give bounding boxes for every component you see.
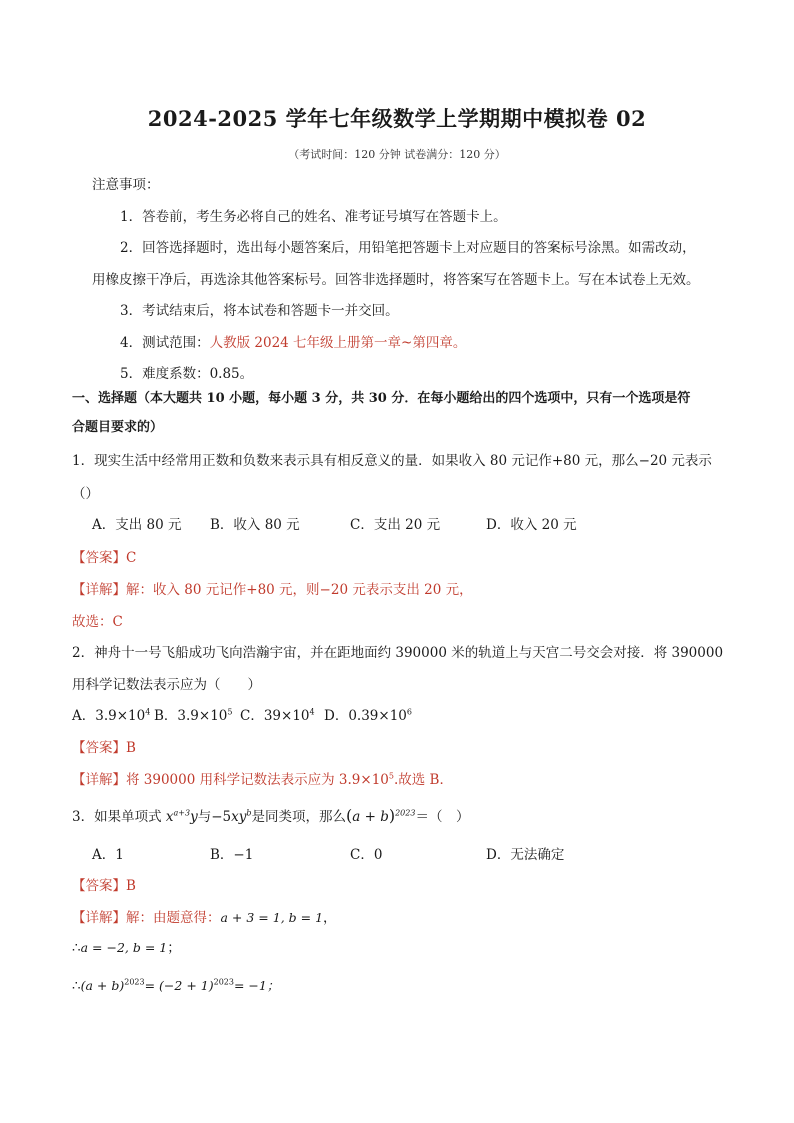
answer-label: 【答案】 <box>72 740 126 756</box>
q2-option-b-text: B．3.9×10 <box>154 708 228 724</box>
q3-option-b: B．−1 <box>210 847 254 863</box>
page-subtitle: （考试时间：120 分钟 试卷满分：120 分） <box>288 148 506 161</box>
note-4 <box>120 333 466 353</box>
therefore-symbol: ∴ <box>72 978 81 994</box>
note-2-line-2: 用橡皮擦干净后，再选涂其他答案标号。回答非选择题时，将答案写在答题卡上。写在本试卷上无效。 <box>92 272 700 288</box>
q3-stem-mid: 与 <box>197 809 212 825</box>
q3-answer <box>72 876 136 896</box>
q1-answer <box>72 548 136 568</box>
q3-step-2 <box>72 938 181 958</box>
q3-expression: $(a + b)^{2023}$ <box>346 806 416 825</box>
therefore-symbol: ∴ <box>72 940 81 956</box>
q3-detail-intro: 解：由题意得： <box>126 910 221 926</box>
q3-answer-value: B <box>126 878 136 894</box>
q1-answer-value: C <box>126 550 137 566</box>
q2-option-a-exp: 4 <box>145 707 151 717</box>
q2-option-c-text: C．39×10 <box>240 708 310 724</box>
note-2-line-1: 2．回答选择题时，选出每小题答案后，用铅笔把答题卡上对应题目的答案标号涂黑。如需改动， <box>120 240 696 256</box>
q2-answer-value: B <box>126 740 136 756</box>
q1-detail-text: 解：收入 80 元记作+80 元，则−20 元表示支出 20 元， <box>126 582 473 598</box>
detail-label: 【详解】 <box>72 910 126 926</box>
q3-eq1-comma: ， <box>323 910 337 926</box>
q3-eq2: a = −2, b = 1 <box>80 940 168 955</box>
q2-option-d-text: D．0.39×10 <box>324 708 407 724</box>
q3-eq3-lhs: (a + b) <box>80 978 125 993</box>
q3-options <box>92 845 564 865</box>
section-heading-line-1: 一、选择题（本大题共 10 小题，每小题 3 分，共 30 分．在每小题给出的四个选项中，只有一个选项是符 <box>72 391 691 406</box>
q3-stem-pre: 3．如果单项式 <box>72 809 162 825</box>
q2-option-d-exp: 6 <box>406 707 412 717</box>
q3-eq3-end: = −1； <box>233 978 280 993</box>
q2-option-c <box>240 706 324 726</box>
note-4-range: 人教版 2024 七年级上册第一章~第四章。 <box>209 335 467 351</box>
q3-eq3-lhs-exp: 2023 <box>124 977 145 987</box>
q3-option-c: C．0 <box>350 847 383 863</box>
q3-stem-end: ＝（ ） <box>415 809 470 825</box>
note-3: 3．考试结束后，将本试卷和答题卡一并交回。 <box>120 303 399 319</box>
q1-stem-line-1: 1．现实生活中经常用正数和负数来表示具有相反意义的量．如果收入 80 元记作+80 元，那么−20 元表示 <box>72 453 712 469</box>
q2-detail <box>72 770 453 790</box>
q2-stem-line-2: 用科学记数法表示应为（ ） <box>72 677 261 693</box>
q2-option-c-exp: 4 <box>309 707 315 717</box>
q3-detail <box>72 908 337 928</box>
q1-choose: 故选：C <box>72 614 123 630</box>
q2-detail-exp: 5 <box>388 771 394 781</box>
notes-heading: 注意事项： <box>92 177 160 193</box>
note-5: 5．难度系数：0.85。 <box>120 366 254 382</box>
q3-eq1: a + 3 = 1, b = 1 <box>220 910 324 925</box>
q2-option-b-exp: 5 <box>227 707 233 717</box>
section-heading-line-2: 合题目要求的） <box>72 420 164 435</box>
q3-option-a: A．1 <box>92 847 124 863</box>
q2-option-a <box>72 706 154 726</box>
q3-stem-post: 是同类项，那么 <box>251 809 346 825</box>
page-title: 2024-2025 学年七年级数学上学期期中模拟卷 02 <box>147 106 647 131</box>
answer-label: 【答案】 <box>72 878 126 894</box>
q2-detail-pre: 将 390000 用科学记数法表示应为 3.9×10 <box>126 772 389 788</box>
q3-eq3-rhs-exp: 2023 <box>213 977 234 987</box>
q1-option-d: D．收入 20 元 <box>486 517 577 533</box>
q2-option-d <box>324 706 412 726</box>
q1-detail <box>72 580 473 600</box>
q3-monomial-2: $-5xy^b$ <box>211 808 252 825</box>
q1-options <box>92 515 577 535</box>
q3-expression-exp: 2023 <box>395 808 416 818</box>
q3-eq3-rhs: = (−2 + 1) <box>144 978 214 993</box>
q2-options <box>72 706 412 726</box>
q3-eq2-semicolon: ； <box>167 940 181 956</box>
answer-label: 【答案】 <box>72 550 126 566</box>
q2-detail-post: .故选 B． <box>393 772 453 788</box>
q1-option-b: B．收入 80 元 <box>210 517 300 533</box>
q3-stem <box>72 806 469 827</box>
detail-label: 【详解】 <box>72 582 126 598</box>
note-4-prefix: 4．测试范围： <box>120 335 210 351</box>
note-1: 1．答卷前，考生务必将自己的姓名、准考证号填写在答题卡上。 <box>120 209 507 225</box>
q2-option-b <box>154 706 240 726</box>
q3-monomial-1: $x^{a+3}y$ <box>165 808 198 825</box>
q2-stem-line-1: 2．神舟十一号飞船成功飞向浩瀚宇宙，并在距地面约 390000 米的轨道上与天宫二号交会对接．将 390000 <box>72 645 724 661</box>
q1-option-c: C．支出 20 元 <box>350 517 441 533</box>
q3-step-3 <box>72 976 279 996</box>
q2-answer <box>72 738 136 758</box>
detail-label: 【详解】 <box>72 772 126 788</box>
q3-option-d: D．无法确定 <box>486 847 565 863</box>
q2-option-a-text: A．3.9×10 <box>72 708 146 724</box>
q1-stem-line-2: （） <box>72 486 99 502</box>
q1-option-a: A．支出 80 元 <box>92 517 182 533</box>
